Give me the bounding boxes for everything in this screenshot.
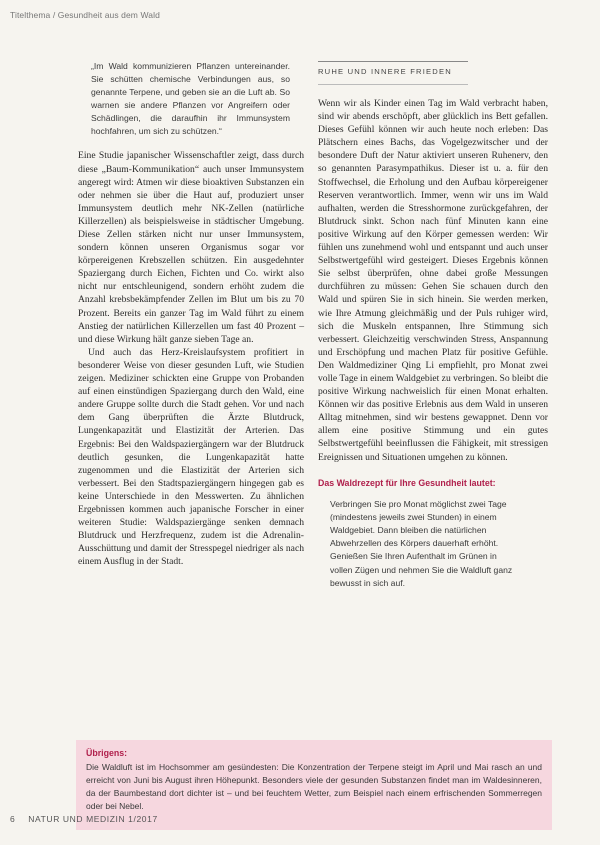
page-header: Titelthema / Gesundheit aus dem Wald xyxy=(10,10,160,20)
right-column xyxy=(318,60,548,590)
page-footer xyxy=(10,814,158,824)
recipe-heading: Das Waldrezept für Ihre Gesundheit lautet: xyxy=(318,477,496,488)
page-number: 6 xyxy=(10,814,16,824)
section-rule-top xyxy=(318,61,468,62)
pull-quote: „Im Wald kommunizieren Pflanzen untereinander. Sie schütten chemische Verbindungen aus, so genannte Terpene, und geben sie an die Luft ab. So warnen sie andere Pflanzen vor Angreifern oder Schädlingen, die daraufhin ihr Immunsystem hochfahren, um sich zu schützen.“ xyxy=(91,61,290,136)
left-column xyxy=(78,60,304,568)
paragraph: Und auch das Herz-Kreislaufsystem profitiert in besonderer Weise von dieser gesunden Luft, wie Studien zeigen. Mediziner schickten eine Gruppe von Probanden auf einen einstündigen Spaziergang durch den Wald, eine andere Gruppe sollte durch die Stadt gehen. Vor und nach dem Gang überprüften die Ärzte Blutdruck, Lungenkapazität und Elastizität der Arterien. Das Ergebnis: Bei den Waldspaziergängern war der Blutdruck deutlich gesunken, die Lungenkapazität hatte zugenommen und die Elastizität der Arterien sich verbessert. Bei den Stadtspaziergängern hingegen gab es keine Unterschiede in den Messwerten. Zu ähnlichen Ergebnissen kommen auch japanische Forscher in einer weiteren Studie: Waldspaziergänge senken demnach Blutdruck und Herzfrequenz, zudem ist die Adrenalin-Ausschüttung und damit der Stresspegel niedriger als nach einem Ausflug in der Stadt. xyxy=(78,346,304,568)
publication-name: NATUR UND MEDIZIN 1/2017 xyxy=(28,814,158,824)
info-box-text: Die Waldluft ist im Hochsommer am gesündesten: Die Konzentration der Terpene steigt im April und Mai rasch an und erreicht von Juni bis August ihren Höhepunkt. Besonders viele der gesunden Substanzen findet man im Waldesinneren, da der Baumbestand dort dichter ist – und bei feuchtem Wetter, zum Beispiel nach einem erfrischenden Sommerregen oder bei Nebel. xyxy=(86,762,542,811)
right-body-text xyxy=(318,97,548,464)
section-title: RUHE UND INNERE FRIEDEN xyxy=(318,67,452,76)
paragraph: Wenn wir als Kinder einen Tag im Wald verbracht haben, sind wir abends erschöpft, aber glücklich ins Bett gefallen. Dieses Gefühl können wir auch heute noch erleben: Das Plätschern eines Bachs, das Vogelgezwitscher und der besondere Duft der Natur aktiviert unseren Ruhenerv, den so genannten Parasympathikus. Dieser ist u. a. für den Stoffwechsel, die Erholung und den Aufbau körpereigener Reserven verantwortlich. Immer, wenn wir uns im Wald aufhalten, werden die Stresshormone zurückgefahren, der Blutdruck sinkt. Schon nach fünf Minuten kann eine positive Wirkung auf den Körper gemessen werden: Wir fühlen uns zunehmend wohl und entspannt und auch unser Selbstwertgefühl wird gesteigert. Dieses Ergebnis können Sie selbst überprüfen, ohne dabei große Messungen durchführen zu müssen: Gehen Sie schauen durch den Wald und spüren Sie in sich hinein. Sie werden merken, wie Ihre Atmung gleichmäßig und der Puls ruhiger wird, sich die Muskeln entspannen, Ihre Stimmung sich verbessert. Gleichzeitig verschwinden Stress, Anspannung und Erschöpfung und machen Platz für positive Gefühle. Den Waldmediziner Qing Li empfiehlt, pro Monat zwei volle Tage in einem Waldgebiet zu verbringen. So bleibt die positive Wirkung nachweislich für einen Monat erhalten. Können wir das positive Erlebnis aus dem Wald in unseren Alltag mitnehmen, sind wir bestens gewappnet. Denn vor allem eine positive Stimmung und ein gutes Selbstwertgefühl beeinflussen die Fähigkeit, mit stressigen Ereignissen und Situationen umgehen zu können. xyxy=(318,98,548,463)
paragraph: Eine Studie japanischer Wissenschaftler zeigt, dass durch diese „Baum-Kommunikation“ auch unser Immunsystem angeregt wird: Atmen wir diese bioaktiven Substanzen ein oder nehmen sie über die Haut auf, produziert unser Immunsystem deutlich mehr NK-Zellen (natürliche Killerzellen) als beispielsweise in städtischer Umgebung. Diese Zellen stärken nicht nur unser Immunsystem, sondern können unseren Organismus sogar vor körpereigenen Krebszellen schützen. Ein ausgedehnter Spaziergang durch Eichen, Fichten und Co. wirkt also nicht nur entschleunigend, sondern erhöht zudem die Anzahl krebsbekämpfender Zellen im Blut um bis zu 70 Prozent. Bereits ein ganzer Tag im Wald führt zu einem Anstieg der natürlichen Killerzellen um fast 40 Prozent – und diese Wirkung hält ganze sieben Tage an. xyxy=(78,150,304,345)
section-rule-bottom xyxy=(318,84,468,85)
left-body-text xyxy=(78,149,304,568)
recipe-text: Verbringen Sie pro Monat möglichst zwei Tage (mindestens jeweils zwei Stunden) in einem Waldgebiet. Dann bleiben die natürlichen Abwehrzellen des Körpers dauerhaft erhöht. Genießen Sie Ihren Aufenthalt im Grünen in vollen Zügen und nehmen Sie die Waldluft ganz bewusst in sich auf. xyxy=(330,498,513,588)
info-box-heading: Übrigens: xyxy=(86,748,128,758)
